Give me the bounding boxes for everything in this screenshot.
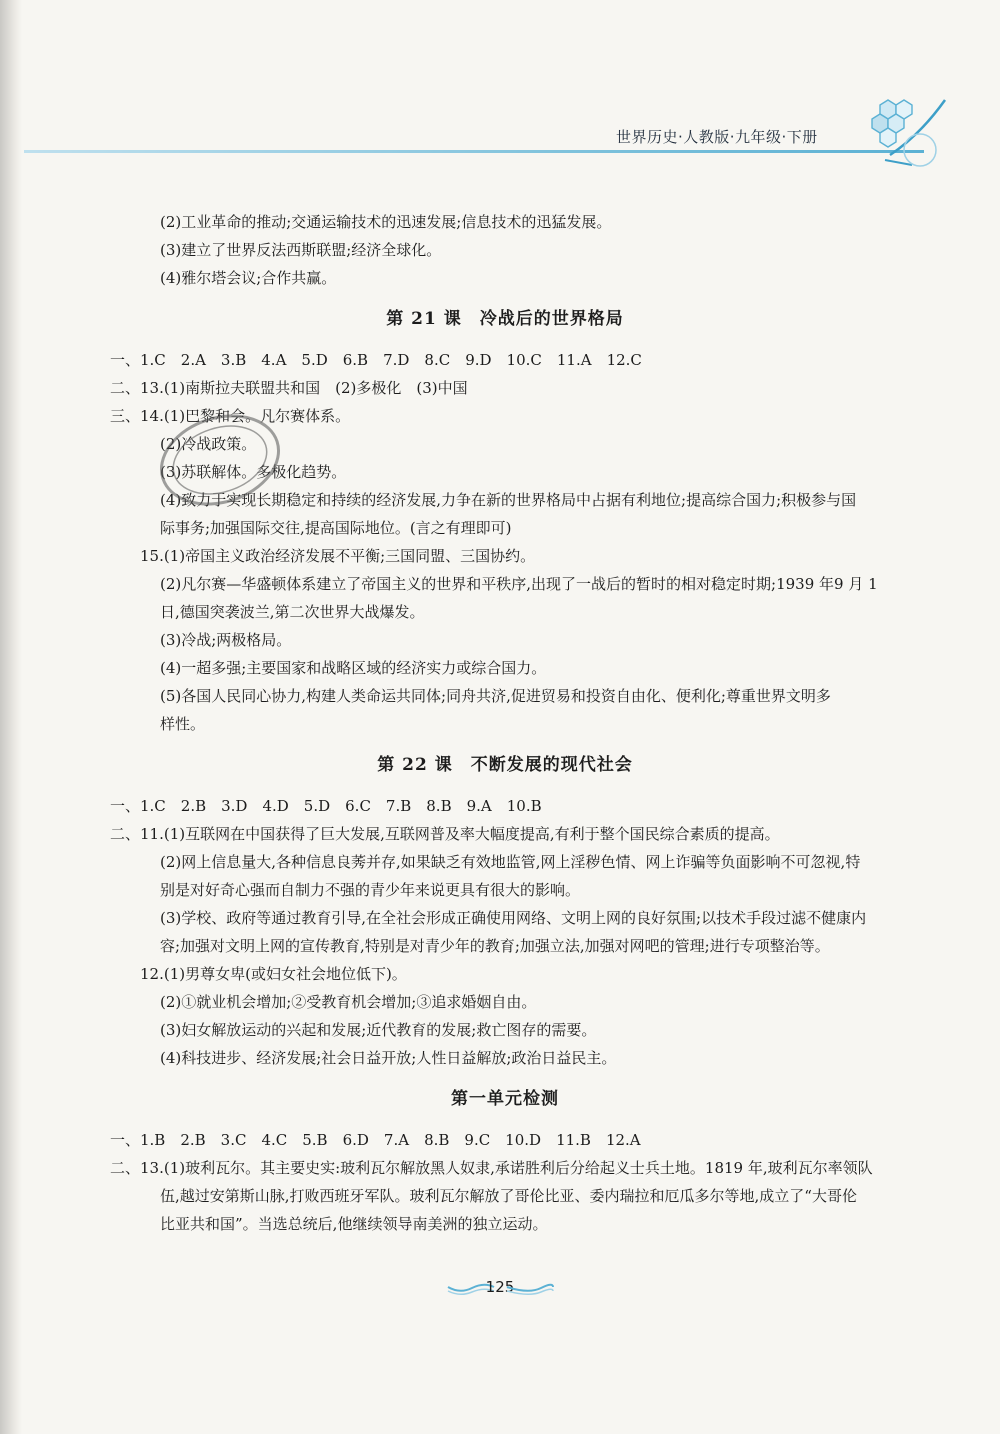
answer-line: (3)建立了世界反法西斯联盟;经济全球化。 [160,241,442,259]
answer-line: 一、1.B 2.B 3.C 4.C 5.B 6.D 7.A 8.B 9.C 10.D 11.B 12.A [110,1131,641,1149]
answer-line: 样性。 [160,715,206,733]
answer-line: (3)学校、政府等通过教育引导,在全社会形成正确使用网络、文明上网的良好氛围;以技术手段过滤不健康内 [160,909,867,927]
answer-line: 际事务;加强国际交往,提高国际地位。(言之有理即可) [160,519,512,537]
answer-line: (2)工业革命的推动;交通运输技术的迅速发展;信息技术的迅猛发展。 [160,213,612,231]
section-title: 第一单元检测 [451,1089,559,1109]
wave-ornament-right-icon [505,1282,555,1296]
answer-line: 二、11.(1)互联网在中国获得了巨大发展,互联网普及率大幅度提高,有利于整个国民综合素质的提高。 [110,825,780,843]
stamp-seal-icon [150,405,290,515]
section-lesson-21 [110,292,900,738]
answer-line: 二、13.(1)南斯拉夫联盟共和国 (2)多极化 (3)中国 [110,379,468,397]
section-unit-1-test [110,1072,900,1238]
header-title: 世界历史·人教版·九年级·下册 [616,128,818,146]
answer-line: (2)冷战政策。 [160,435,257,453]
answer-line: (4)科技进步、经济发展;社会日益开放;人性日益解放;政治日益民主。 [160,1049,617,1067]
answer-line: (3)苏联解体。多极化趋势。 [160,463,347,481]
answer-line: (5)各国人民同心协力,构建人类命运共同体;同舟共济,促进贸易和投资自由化、便利化;尊重世界文明多 [160,687,831,705]
section-title: 第 21 课 冷战后的世界格局 [386,309,624,329]
answer-content [110,208,900,1238]
answer-line: (4)一超多强;主要国家和战略区域的经济实力或综合国力。 [160,659,547,677]
answer-line: (2)①就业机会增加;②受教育机会增加;③追求婚姻自由。 [160,993,537,1011]
answer-line: 伍,越过安第斯山脉,打败西班牙军队。玻利瓦尔解放了哥伦比亚、委内瑞拉和厄瓜多尔等地,成立了“大哥伦 [160,1187,857,1205]
answer-line: 12.(1)男尊女卑(或妇女社会地位低下)。 [140,965,407,983]
answer-line: (2)凡尔赛—华盛顿体系建立了帝国主义的世界和平秩序,出现了一战后的暂时的相对稳定时期;1939 年9 月 1 [160,575,878,593]
section-continuation [110,208,900,292]
answer-line: 容;加强对文明上网的宣传教育,特别是对青少年的教育;加强立法,加强对网吧的管理;进行专项整治等。 [160,937,830,955]
answer-line: 15.(1)帝国主义政治经济发展不平衡;三国同盟、三国协约。 [140,547,536,565]
honeycomb-logo-icon [850,95,950,175]
page-number: 125 [485,1278,515,1296]
answer-line: (4)雅尔塔会议;合作共赢。 [160,269,337,287]
answer-line: 一、1.C 2.B 3.D 4.D 5.D 6.C 7.B 8.B 9.A 10.B [110,797,542,815]
section-lesson-22 [110,738,900,1072]
answer-line: 二、13.(1)玻利瓦尔。其主要史实:玻利瓦尔解放黑人奴隶,承诺胜利后分给起义士兵土地。1819 年,玻利瓦尔率领队 [110,1159,873,1177]
answer-line: 一、1.C 2.A 3.B 4.A 5.D 6.B 7.D 8.C 9.D 10.C 11.A 12.C [110,351,642,369]
answer-line: 日,德国突袭波兰,第二次世界大战爆发。 [160,603,425,621]
answer-line: (3)冷战;两极格局。 [160,631,292,649]
answer-line: (3)妇女解放运动的兴起和发展;近代教育的发展;救亡图存的需要。 [160,1021,597,1039]
answer-line: 别是对好奇心强而自制力不强的青少年来说更具有很大的影响。 [160,881,581,899]
answer-line: (2)网上信息量大,各种信息良莠并存,如果缺乏有效地监管,网上淫秽色情、网上诈骗等负面影响不可忽视,特 [160,853,861,871]
page-binding-shadow [0,0,22,1434]
section-title: 第 22 课 不断发展的现代社会 [377,755,633,775]
answer-line: 三、14.(1)巴黎和会。凡尔赛体系。 [110,407,351,425]
answer-line: (4)致力于实现长期稳定和持续的经济发展,力争在新的世界格局中占据有利地位;提高综合国力;积极参与国 [160,491,857,509]
answer-line: 比亚共和国”。当选总统后,他继续领导南美洲的独立运动。 [160,1215,548,1233]
header-rule [24,150,924,153]
